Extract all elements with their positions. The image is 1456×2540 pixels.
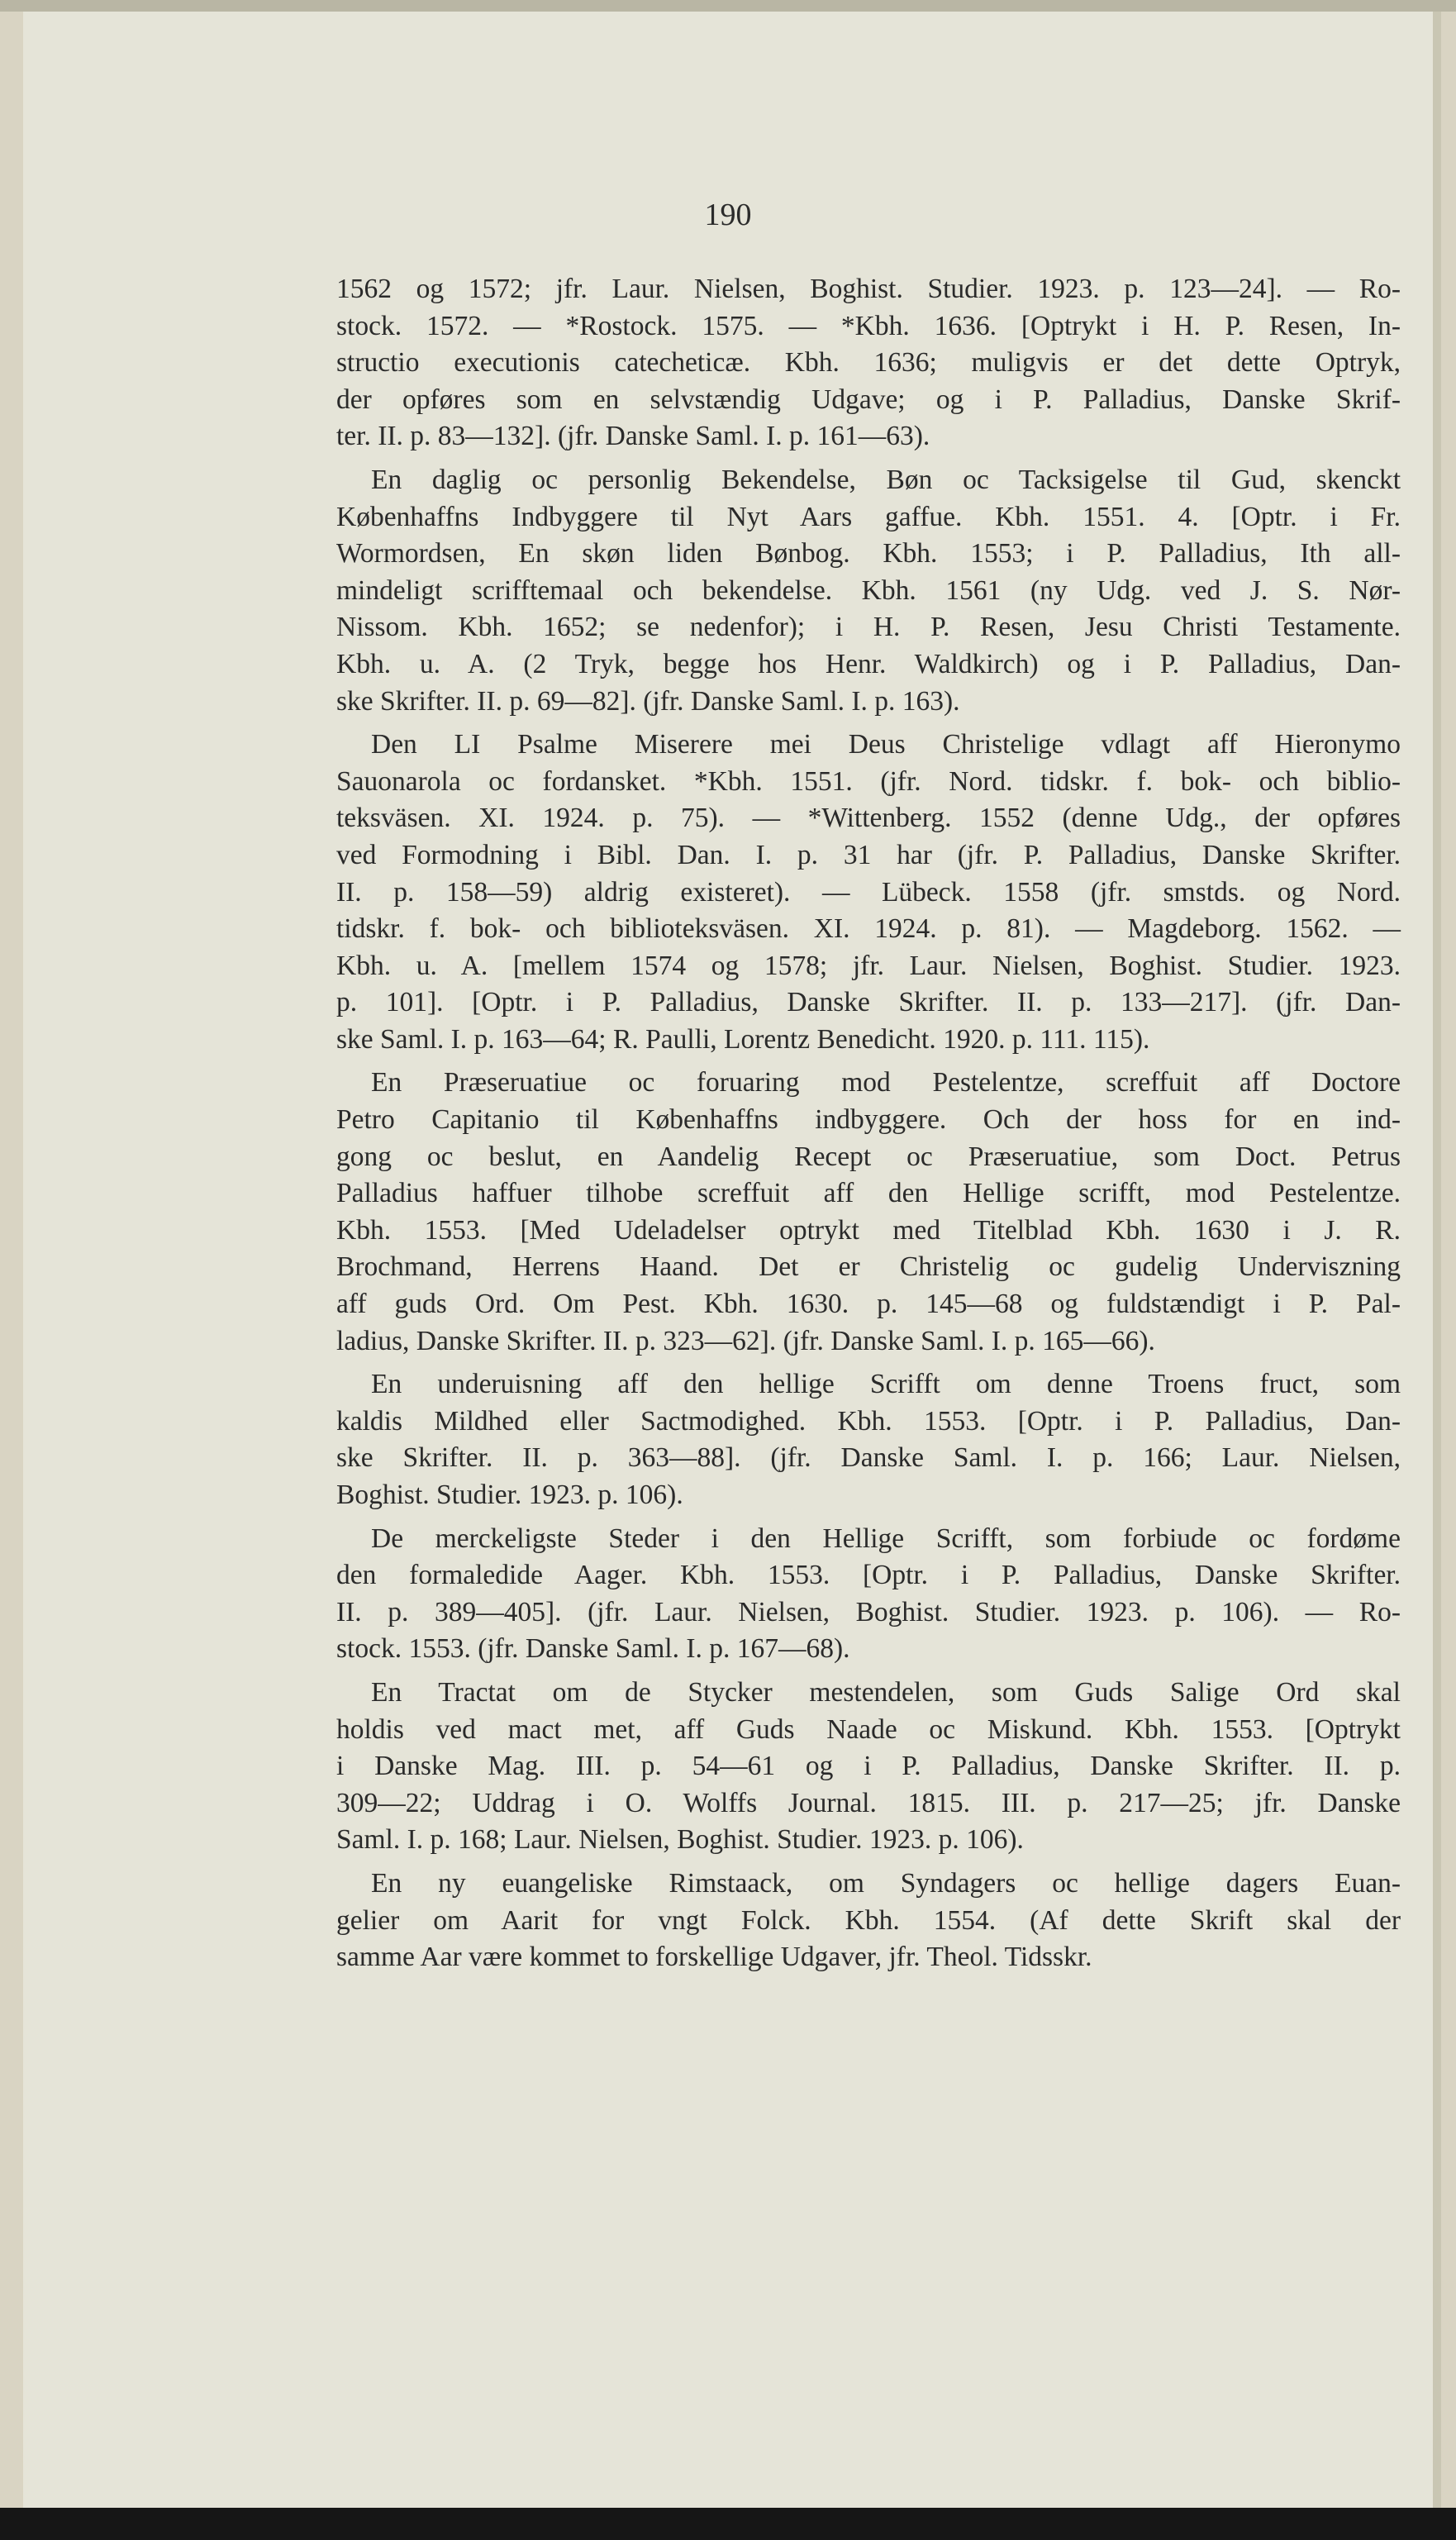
text-line: aff guds Ord. Om Pest. Kbh. 1630. p. 145—68 og fuldstændigt i P. Pal- bbox=[336, 1289, 1401, 1320]
text-line: Wormordsen, En skøn liden Bønbog. Kbh. 1553; i P. Palladius, Ith all- bbox=[336, 538, 1401, 569]
text-line: holdis ved mact met, aff Guds Naade oc Miskund. Kbh. 1553. [Optrykt bbox=[336, 1713, 1401, 1745]
text-line: Kbh. u. A. [mellem 1574 og 1578; jfr. Laur. Nielsen, Boghist. Studier. 1923. bbox=[336, 950, 1401, 981]
text-line: samme Aar være kommet to forskellige Udgaver, jfr. Theol. Tidsskr. bbox=[336, 1942, 1092, 1973]
paragraph bbox=[336, 1065, 1401, 1360]
text-line: Boghist. Studier. 1923. p. 106). bbox=[336, 1480, 683, 1510]
text-line: den formaledide Aager. Kbh. 1553. [Optr. i P. Palladius, Danske Skrifter. bbox=[336, 1560, 1401, 1591]
page-number: 190 bbox=[704, 198, 752, 232]
text-line: II. p. 158—59) aldrig existeret). — Lübeck. 1558 (jfr. smstds. og Nord. bbox=[336, 876, 1401, 908]
text-line: ske Saml. I. p. 163—64; R. Paulli, Lorentz Benedicht. 1920. p. 111. 115). bbox=[336, 1023, 1150, 1055]
text-line: En daglig oc personlig Bekendelse, Bøn oc Tacksigelse til Gud, skenckt bbox=[371, 464, 1401, 495]
text-line: En ny euangeliske Rimstaack, om Syndagers oc hellige dagers Euan- bbox=[371, 1867, 1401, 1899]
scan-top-edge bbox=[0, 0, 1456, 12]
text-line: tidskr. f. bok- och biblioteksväsen. XI. 1924. p. 81). — Magdeborg. 1562. — bbox=[336, 913, 1401, 945]
text-line: ske Skrifter. II. p. 69—82]. (jfr. Danske Saml. I. p. 163). bbox=[336, 685, 960, 717]
text-line: gelier om Aarit for vngt Folck. Kbh. 1554. (Af dette Skrift skal der bbox=[336, 1904, 1401, 1936]
text-line: stock. 1553. (jfr. Danske Saml. I. p. 167—68). bbox=[336, 1633, 850, 1665]
text-line: der opføres som en selvstændig Udgave; og i P. Palladius, Danske Skrif- bbox=[336, 384, 1401, 415]
text-line: p. 101]. [Optr. i P. Palladius, Danske Skrifter. II. p. 133—217]. (jfr. Dan- bbox=[336, 987, 1401, 1018]
paragraph bbox=[336, 1675, 1401, 1859]
text-line: Københaffns Indbyggere til Nyt Aars gaffue. Kbh. 1551. 4. [Optr. i Fr. bbox=[336, 501, 1401, 532]
paragraph bbox=[336, 1366, 1401, 1513]
text-line: i Danske Mag. III. p. 54—61 og i P. Palladius, Danske Skrifter. II. p. bbox=[336, 1751, 1401, 1782]
text-line: II. p. 389—405]. (jfr. Laur. Nielsen, Boghist. Studier. 1923. p. 106). — Ro- bbox=[336, 1596, 1401, 1627]
text-line: ved Formodning i Bibl. Dan. I. p. 31 har (jfr. P. Palladius, Danske Skrifter. bbox=[336, 839, 1401, 870]
paragraph bbox=[336, 1521, 1401, 1668]
text-line: Nissom. Kbh. 1652; se nedenfor); i H. P. Resen, Jesu Christi Testamente. bbox=[336, 612, 1401, 643]
text-line: En Præseruatiue oc foruaring mod Pestelentze, screffuit aff Doctore bbox=[371, 1067, 1401, 1098]
text-line: kaldis Mildhed eller Sactmodighed. Kbh. 1553. [Optr. i P. Palladius, Dan- bbox=[336, 1405, 1401, 1437]
text-line: ter. II. p. 83—132]. (jfr. Danske Saml. I. p. 161—63). bbox=[336, 421, 930, 452]
text-line: Den LI Psalme Miserere mei Deus Christelige vdlagt aff Hieronymo bbox=[371, 729, 1401, 760]
text-line: Saml. I. p. 168; Laur. Nielsen, Boghist. Studier. 1923. p. 106). bbox=[336, 1824, 1024, 1856]
text-line: De merckeligste Steder i den Hellige Scrifft, som forbiude oc fordøme bbox=[371, 1523, 1401, 1554]
paragraph bbox=[336, 1866, 1401, 1976]
text-line: En Tractat om de Stycker mestendelen, som Guds Salige Ord skal bbox=[371, 1676, 1401, 1708]
scan-bottom-edge bbox=[0, 2508, 1456, 2540]
paragraph bbox=[336, 462, 1401, 720]
text-line: 1562 og 1572; jfr. Laur. Nielsen, Boghist. Studier. 1923. p. 123—24]. — Ro- bbox=[336, 274, 1401, 304]
text-line: Sauonarola oc fordansket. *Kbh. 1551. (jfr. Nord. tidskr. f. bok- och biblio- bbox=[336, 765, 1401, 797]
paragraph bbox=[336, 727, 1401, 1058]
paragraph bbox=[336, 271, 1401, 455]
text-line: gong oc beslut, en Aandelig Recept oc Præseruatiue, som Doct. Petrus bbox=[336, 1141, 1401, 1172]
text-line: 309—22; Uddrag i O. Wolffs Journal. 1815. III. p. 217—25; jfr. Danske bbox=[336, 1787, 1401, 1818]
text-line: ske Skrifter. II. p. 363—88]. (jfr. Danske Saml. I. p. 166; Laur. Nielsen, bbox=[336, 1442, 1401, 1474]
text-line: mindeligt scrifftemaal och bekendelse. Kbh. 1561 (ny Udg. ved J. S. Nør- bbox=[336, 574, 1401, 606]
text-line: Kbh. 1553. [Med Udeladelser optrykt med Titelblad Kbh. 1630 i J. R. bbox=[336, 1214, 1401, 1246]
text-line: Brochmand, Herrens Haand. Det er Christelig oc gudelig Underviszning bbox=[336, 1251, 1401, 1283]
text-line: Kbh. u. A. (2 Tryk, begge hos Henr. Waldkirch) og i P. Palladius, Dan- bbox=[336, 648, 1401, 679]
text-line: ladius, Danske Skrifter. II. p. 323—62]. (jfr. Danske Saml. I. p. 165—66). bbox=[336, 1325, 1155, 1356]
text-line: structio executionis catecheticæ. Kbh. 1636; muligvis er det dette Optryk, bbox=[336, 347, 1401, 379]
text-line: En underuisning aff den hellige Scrifft om denne Troens fruct, som bbox=[371, 1369, 1401, 1400]
text-line: stock. 1572. — *Rostock. 1575. — *Kbh. 1636. [Optrykt i H. P. Resen, In- bbox=[336, 310, 1401, 341]
page-body bbox=[336, 271, 1401, 1983]
text-line: teksväsen. XI. 1924. p. 75). — *Wittenberg. 1552 (denne Udg., der opføres bbox=[336, 803, 1401, 834]
text-line: Palladius haffuer tilhobe screffuit aff den Hellige scrifft, mod Pestelentze. bbox=[336, 1178, 1401, 1209]
text-line: Petro Capitanio til Københaffns indbyggere. Och der hoss for en ind- bbox=[336, 1104, 1401, 1136]
